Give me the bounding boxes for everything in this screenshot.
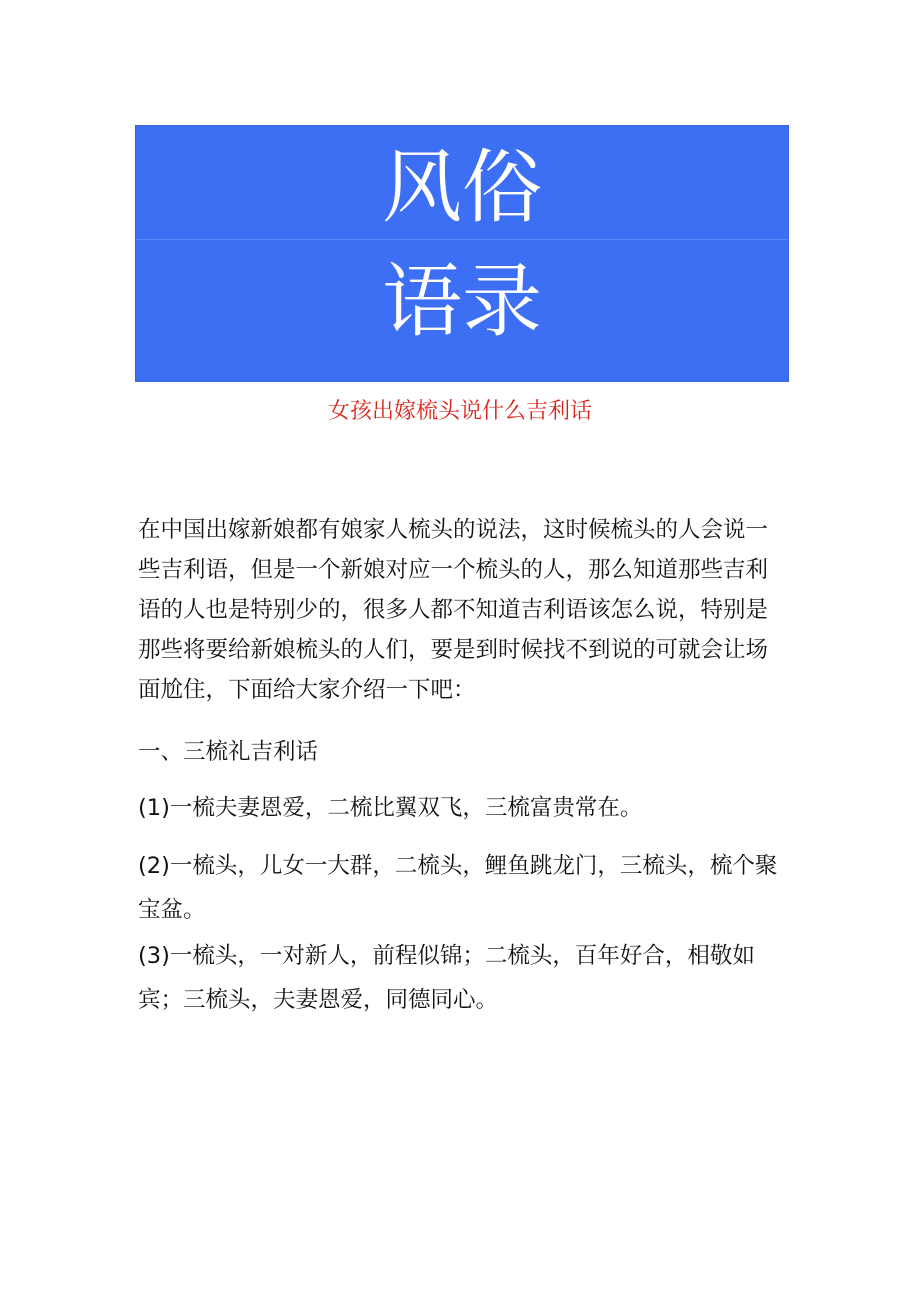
article-body bbox=[138, 510, 790, 1022]
banner-title-line-1: 风俗 bbox=[382, 141, 542, 234]
list-item: (3)一梳头，一对新人，前程似锦；二梳头，百年好合，相敬如宾；三梳头，夫妻恩爱，同德同心。 bbox=[138, 943, 755, 1013]
list-item: (1)一梳夫妻恩爱，二梳比翼双飞，三梳富贵常在。 bbox=[138, 795, 643, 821]
banner-title-line-2: 语录 bbox=[382, 255, 542, 348]
section-heading: 一、三梳礼吉利话 bbox=[138, 739, 319, 765]
banner-divider bbox=[136, 239, 788, 240]
article-subtitle: 女孩出嫁梳头说什么吉利话 bbox=[327, 399, 592, 424]
intro-paragraph: 在中国出嫁新娘都有娘家人梳头的说法，这时候梳头的人会说一些吉利语，但是一个新娘对应一个梳头的人，那么知道那些吉利语的人也是特别少的，很多人都不知道吉利语该怎么说，特别是那些将要给新娘梳头的人们，要是到时候找不到说的可就会让场面尬住，下面给大家介绍一下吧： bbox=[138, 517, 769, 703]
title-banner bbox=[135, 125, 789, 382]
list-item: (2)一梳头，儿女一大群，二梳头，鲤鱼跳龙门，三梳头，梳个聚宝盆。 bbox=[138, 853, 778, 923]
